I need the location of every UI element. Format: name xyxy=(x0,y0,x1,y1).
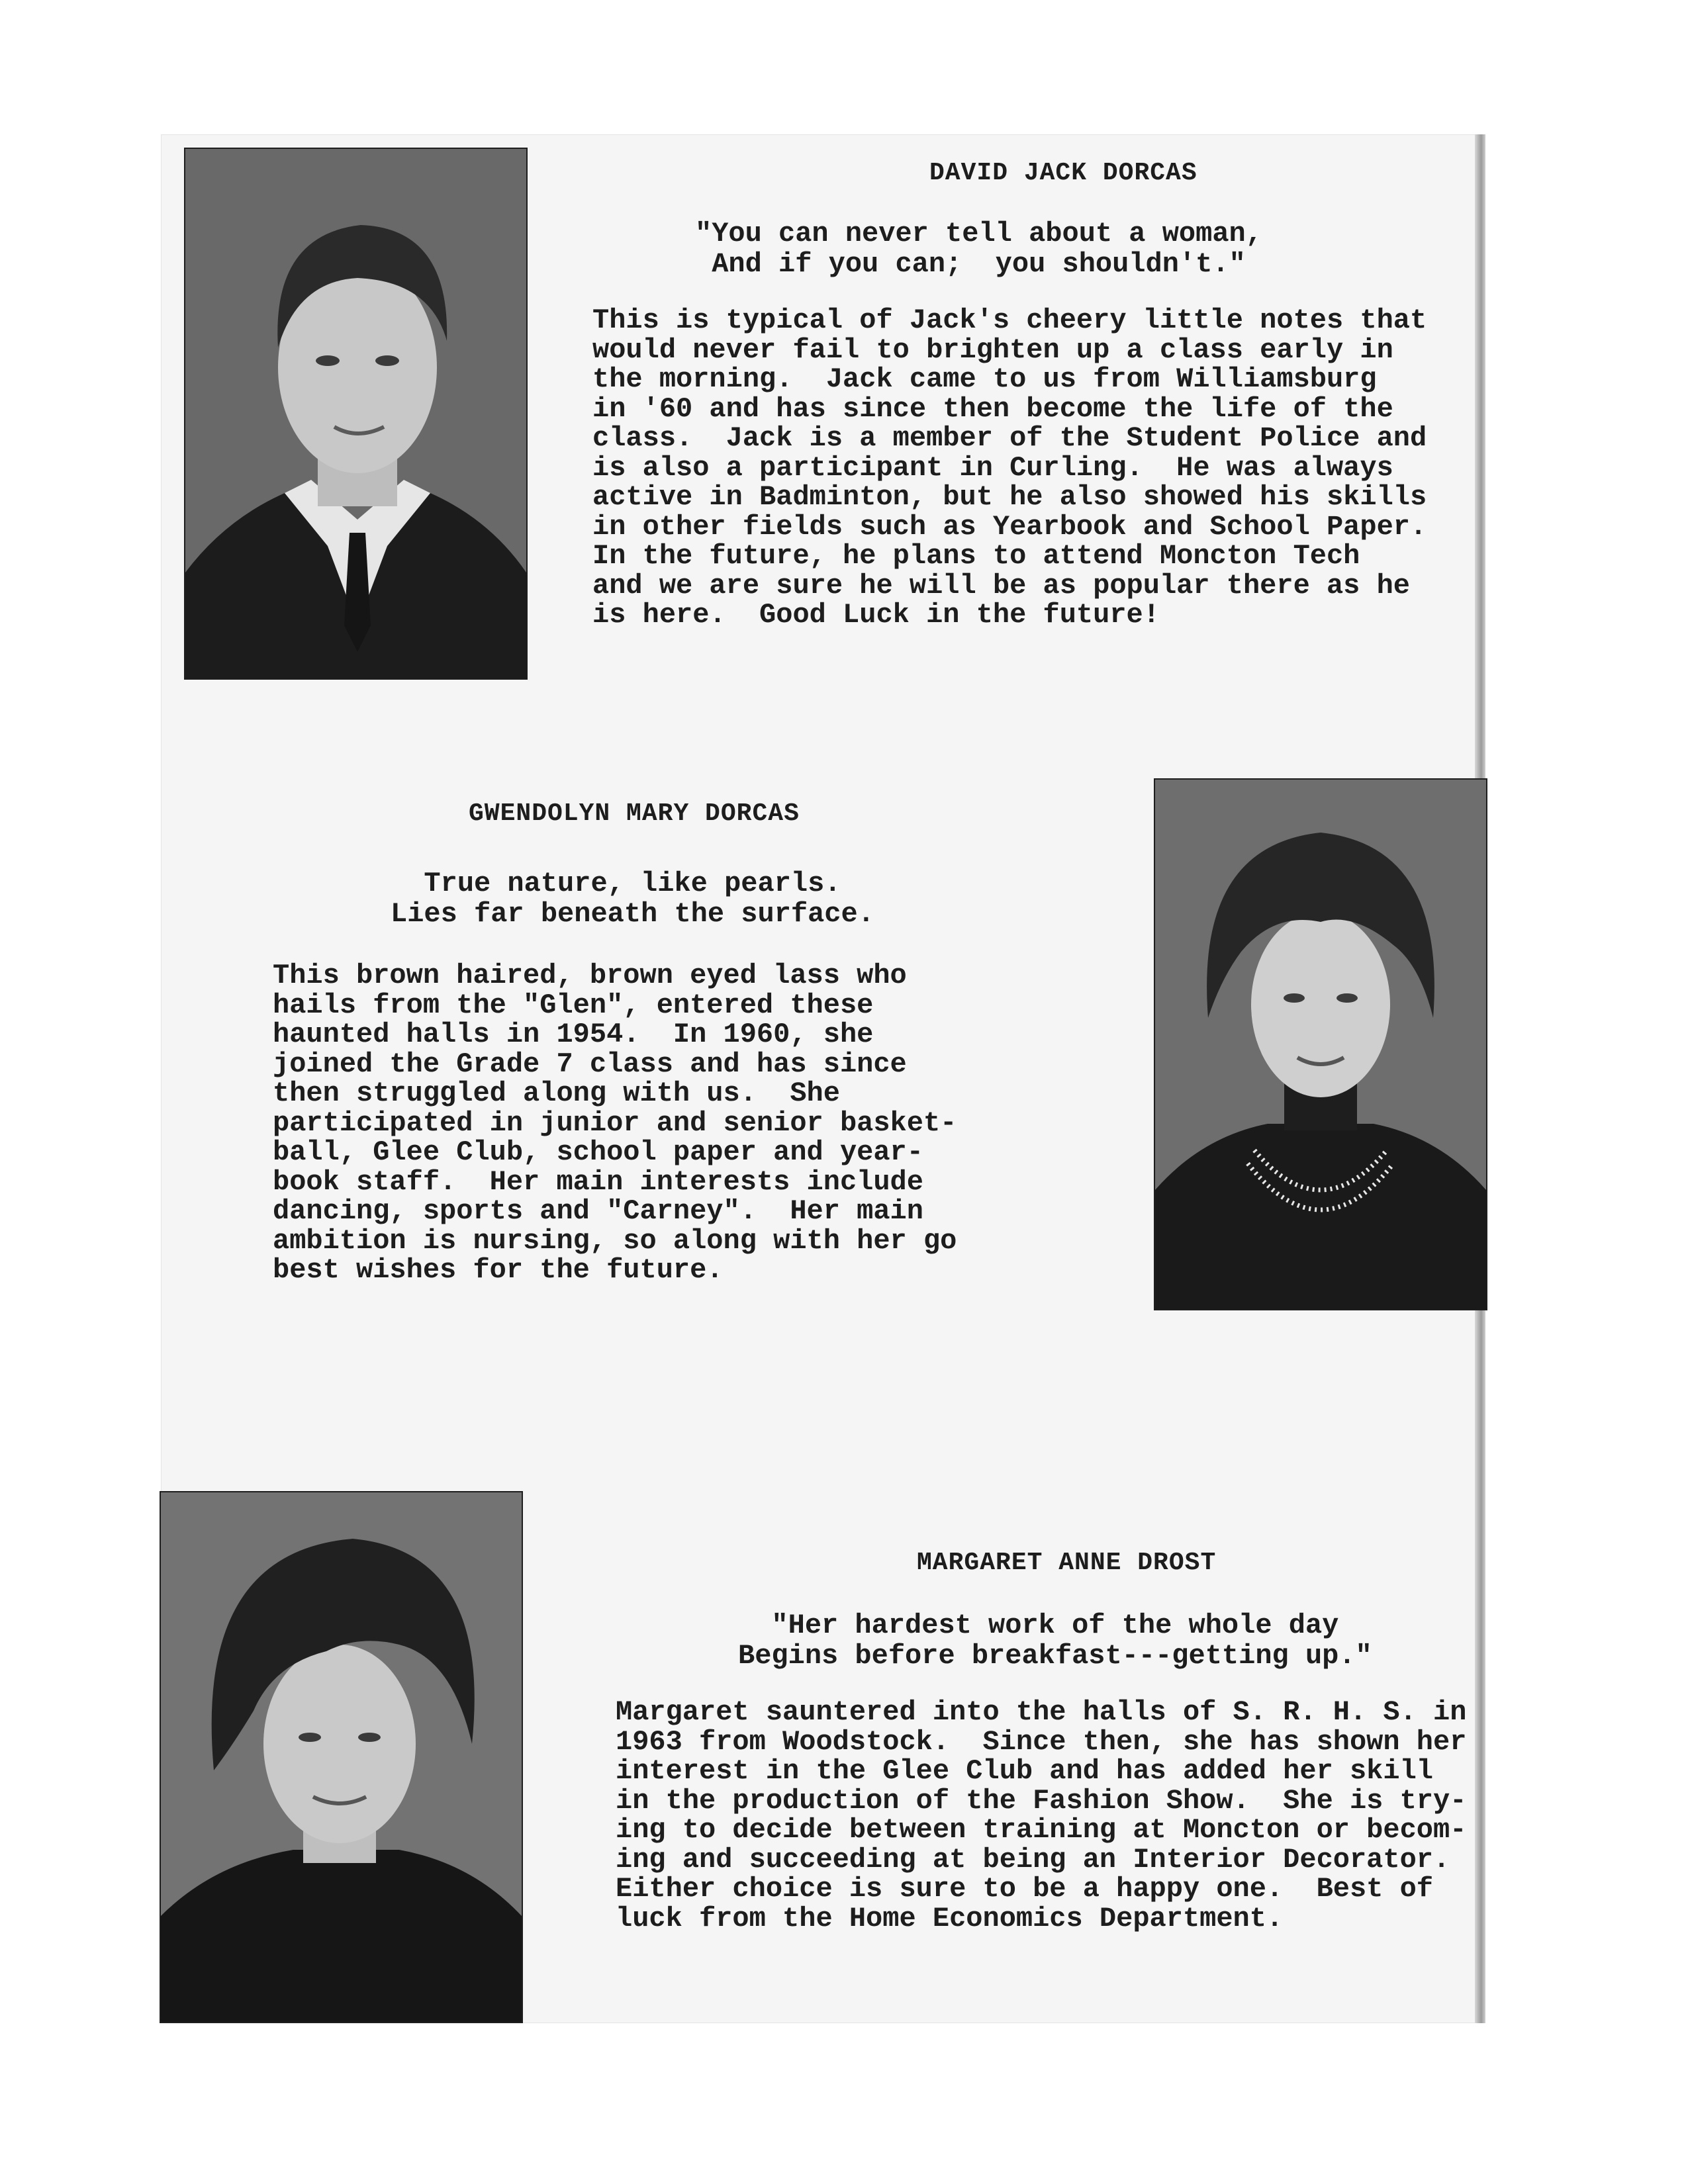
student-bio: This brown haired, brown eyed lass who hails from the "Glen", entered these haunted halls in 1954. In 1960, she joined the Grade 7 class and has since then struggled along with us. She participated in junior and senior basket- ball, Glee Club, school paper and year- book staff. Her main interests include dancing, sports and "Carney". Her main ambition is nursing, so along with her go best wishes for the future. xyxy=(273,960,957,1286)
student-quote: "You can never tell about a woman, And if you can; you shouldn't." xyxy=(695,218,1262,280)
student-bio: This is typical of Jack's cheery little notes that would never fail to brighten up a class early in the morning. Jack came to us from Williamsburg in '60 and has since then become the life of the class. Jack is a member of the Student Police and is also a participant in Curling. He was always active in Badminton, but he also showed his skills in other fields such as Yearbook and School Paper. In the future, he plans to attend Moncton Tech and we are sure he will be as popular there as he is here. Good Luck in the future! xyxy=(592,304,1427,631)
student-name: DAVID JACK DORCAS xyxy=(929,159,1197,187)
student-portrait-photo xyxy=(161,1492,522,2022)
student-name: MARGARET ANNE DROST xyxy=(917,1549,1217,1577)
student-name: GWENDOLYN MARY DORCAS xyxy=(469,799,800,828)
student-quote: True nature, like pearls. Lies far beneath the surface. xyxy=(391,868,874,930)
student-bio: Margaret sauntered into the halls of S. R. H. S. in 1963 from Woodstock. Since then, she has shown her interest in the Glee Club and has added her skill in the production of the Fashion Show. She is try- ing to decide between training at Moncton or becom- ing and succeeding at being an Interior Decorator. Either choice is sure to be a happy one. Best of luck from the Home Economics Department. xyxy=(616,1696,1467,1934)
student-quote: "Her hardest work of the whole day Begins before breakfast---getting up." xyxy=(738,1610,1372,1672)
